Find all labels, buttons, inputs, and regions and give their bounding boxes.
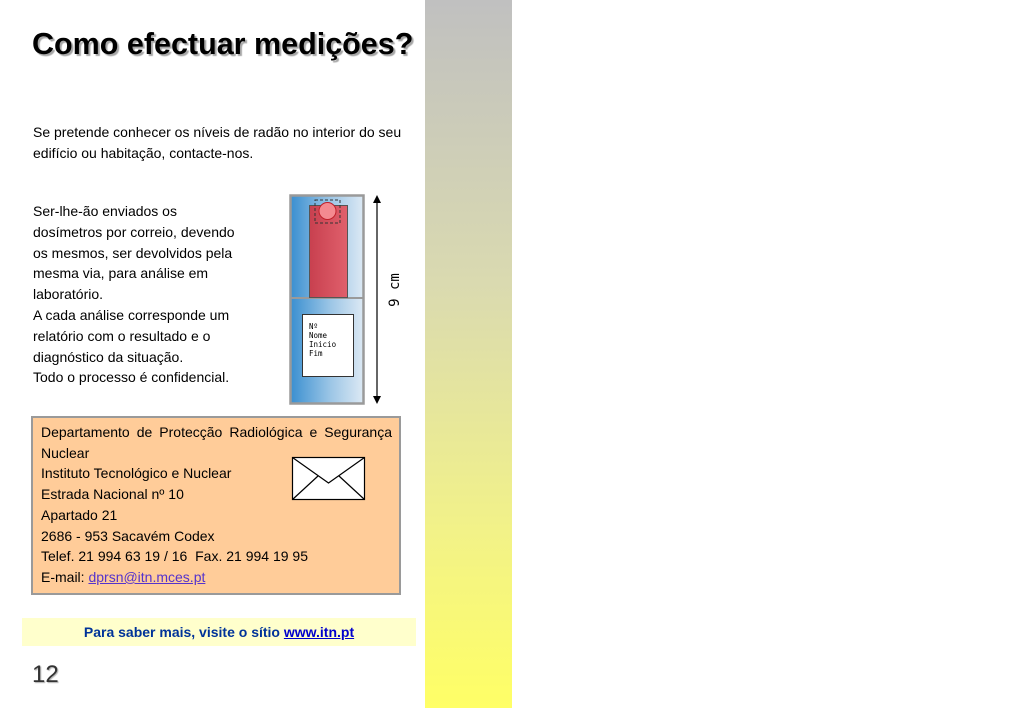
label-start-text: Inicio [309, 340, 337, 349]
measure-label: 9 cm [387, 273, 403, 307]
contact-email-line [41, 567, 392, 588]
email-link[interactable]: dprsn@itn.mces.pt [88, 568, 206, 585]
contact-line: 2686 - 953 Sacavém Codex [41, 527, 215, 544]
body-line: diagnóstico da situação. [33, 348, 184, 365]
label-name-text: Nome [309, 331, 328, 340]
intro-paragraph [33, 122, 401, 164]
body-line: Todo o processo é confidencial. [33, 369, 230, 386]
dosimeter-illustration [285, 190, 410, 410]
body-line: A cada análise corresponde um [33, 306, 230, 323]
label-end-text: Fim [309, 349, 323, 358]
page-title: Como efectuar medições? [32, 27, 414, 61]
side-gradient-strip [425, 0, 512, 708]
contact-line: Telef. 21 994 63 19 / 16 Fax. 21 994 19 95 [41, 548, 308, 565]
envelope-icon [291, 456, 367, 502]
body-line: dosímetros por correio, devendo [33, 223, 235, 240]
body-line: relatório com o resultado e o [33, 327, 211, 344]
measure-arrow-bottom [373, 396, 381, 404]
body-line: Ser-lhe-ão enviados os [33, 203, 177, 219]
body-line: laboratório. [33, 286, 104, 303]
contact-address-box [31, 416, 401, 595]
body-line: mesma via, para análise em [33, 265, 209, 282]
measure-arrow-top [373, 195, 381, 203]
body-line: os mesmos, ser devolvidos pela [33, 244, 233, 261]
detector-disc [319, 203, 336, 220]
contact-address [41, 422, 392, 588]
intro-line: Se pretende conhecer os níveis de radão no interior do seu [33, 124, 402, 140]
contact-line: Apartado 21 [41, 506, 118, 523]
contact-line: Estrada Nacional nº 10 [41, 486, 184, 503]
contact-line: Instituto Tecnológico e Nuclear [41, 465, 232, 482]
label-number-text: Nº [309, 322, 319, 331]
contact-line: Nuclear [41, 444, 90, 461]
intro-line: edifício ou habitação, contacte-nos. [33, 145, 254, 161]
banner-text: Para saber mais, visite o sítio [83, 624, 280, 640]
email-label: E-mail: [41, 568, 85, 585]
page-number: 12 [32, 661, 59, 688]
website-link[interactable]: www.itn.pt [283, 624, 355, 640]
body-paragraph [33, 201, 235, 388]
website-banner [22, 618, 416, 646]
contact-line: Departamento de Protecção Radiológica e Segurança [41, 424, 392, 440]
